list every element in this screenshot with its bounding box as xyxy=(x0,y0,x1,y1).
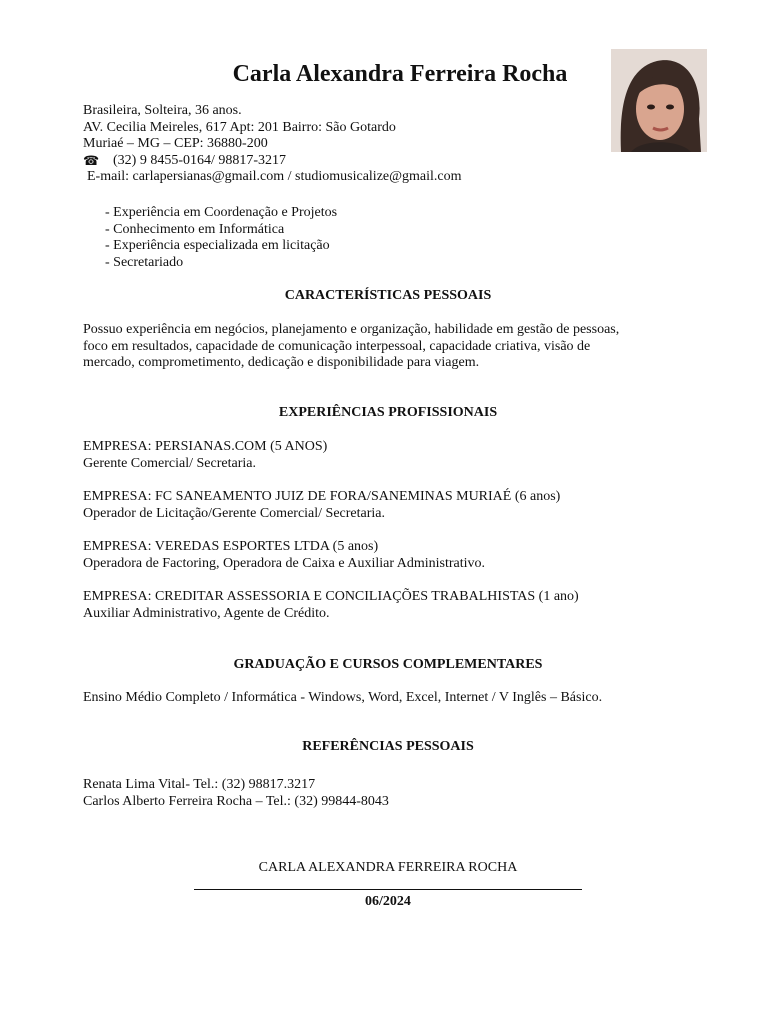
skills-list xyxy=(105,205,337,271)
experience-company: EMPRESA: CREDITAR ASSESSORIA E CONCILIAÇÕES TRABALHISTAS (1 ano) xyxy=(83,589,579,604)
experience-company: EMPRESA: PERSIANAS.COM (5 ANOS) xyxy=(83,439,328,454)
phone-numbers: (32) 9 8455-0164/ 98817-3217 xyxy=(113,152,287,168)
personal-info-line: Brasileira, Solteira, 36 anos. xyxy=(83,103,242,118)
reference-item: Carlos Alberto Ferreira Rocha – Tel.: (32) 99844-8043 xyxy=(83,793,389,809)
references-list xyxy=(83,777,389,810)
skill-item: - Conhecimento em Informática xyxy=(105,221,285,237)
experience-heading: EXPERIÊNCIAS PROFISSIONAIS xyxy=(278,405,498,420)
characteristics-heading: CARACTERÍSTICAS PESSOAIS xyxy=(284,288,492,303)
experience-list xyxy=(83,439,579,639)
phone-line xyxy=(83,153,462,170)
signature-name: CARLA ALEXANDRA FERREIRA ROCHA xyxy=(258,860,518,875)
characteristics-line: mercado, comprometimento, dedicação e disponibilidade para viagem. xyxy=(83,355,480,370)
city-line: Muriaé – MG – CEP: 36880-200 xyxy=(83,136,268,151)
skill-item: - Secretariado xyxy=(105,254,184,270)
education-line: Ensino Médio Completo / Informática - Windows, Word, Excel, Internet / V Inglês – Básico. xyxy=(83,690,603,705)
experience-item xyxy=(83,589,579,622)
profile-photo xyxy=(611,49,707,152)
telephone-icon: ☎ xyxy=(83,152,100,168)
experience-item xyxy=(83,489,579,522)
skill-item: - Experiência especializada em licitação xyxy=(105,238,330,253)
email-line: E-mail: carlapersianas@gmail.com / studiomusicalize@gmail.com xyxy=(87,169,462,184)
experience-role: Operador de Licitação/Gerente Comercial/ Secretaria. xyxy=(83,505,386,521)
characteristics-text xyxy=(83,322,683,372)
signature-line xyxy=(194,889,582,890)
resume-name-title: Carla Alexandra Ferreira Rocha xyxy=(232,61,568,87)
characteristics-line: foco em resultados, capacidade de comunicação interpessoal, capacidade criativa, visão de xyxy=(83,338,591,354)
education-heading: GRADUAÇÃO E CURSOS COMPLEMENTARES xyxy=(233,657,543,672)
reference-item: Renata Lima Vital- Tel.: (32) 98817.3217 xyxy=(83,777,316,792)
experience-role: Gerente Comercial/ Secretaria. xyxy=(83,455,256,471)
education-text xyxy=(83,690,602,707)
experience-item xyxy=(83,539,579,572)
signature-date: 06/2024 xyxy=(365,894,411,909)
contact-info xyxy=(83,103,462,186)
experience-company: EMPRESA: VEREDAS ESPORTES LTDA (5 anos) xyxy=(83,539,379,554)
address-line: AV. Cecilia Meireles, 617 Apt: 201 Bairro: São Gotardo xyxy=(83,119,396,135)
characteristics-line: Possuo experiência em negócios, planejamento e organização, habilidade em gestão de pessoas, xyxy=(83,322,620,337)
experience-company: EMPRESA: FC SANEAMENTO JUIZ DE FORA/SANEMINAS MURIAÉ (6 anos) xyxy=(83,489,561,504)
skill-item: - Experiência em Coordenação e Projetos xyxy=(105,205,338,220)
references-heading: REFERÊNCIAS PESSOAIS xyxy=(302,739,474,754)
experience-role: Auxiliar Administrativo, Agente de Crédito. xyxy=(83,605,330,621)
experience-item xyxy=(83,439,579,472)
experience-role: Operadora de Factoring, Operadora de Caixa e Auxiliar Administrativo. xyxy=(83,555,485,571)
